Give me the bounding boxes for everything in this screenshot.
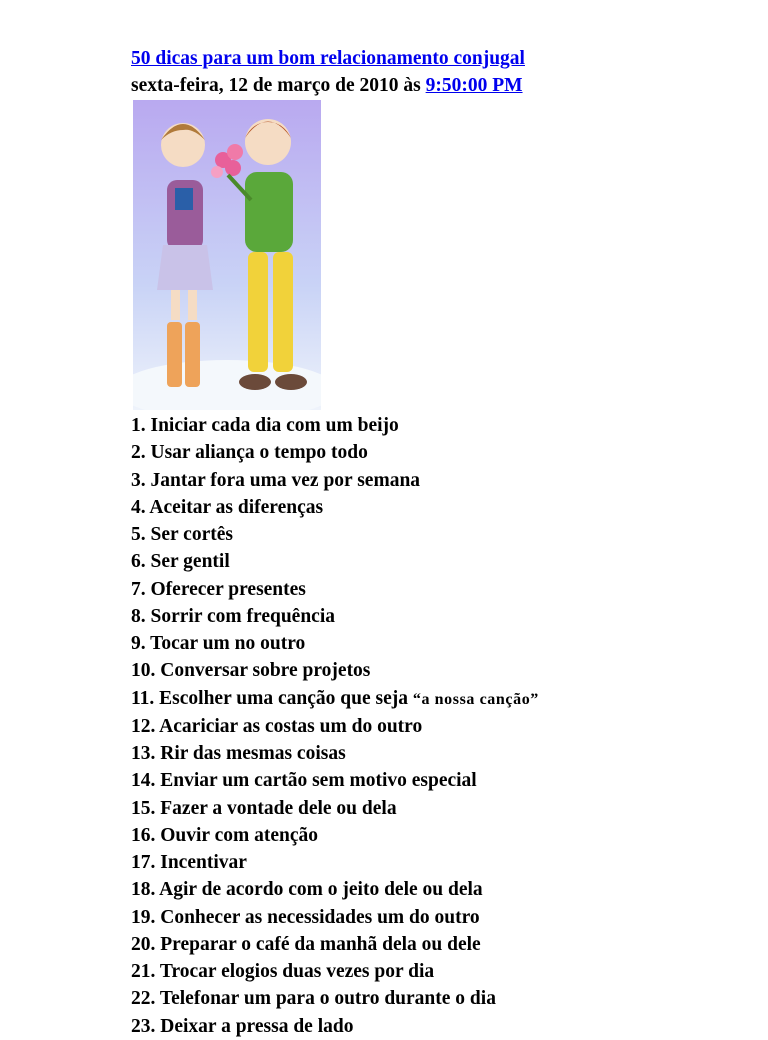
couple-with-flowers-illustration (133, 100, 321, 410)
post-title-line (131, 45, 525, 72)
tip-item: 19. Conhecer as necessidades um do outro (131, 906, 480, 928)
tips-list (131, 412, 539, 1040)
post-title-link[interactable]: 50 dicas para um bom relacionamento conjugal (131, 48, 525, 69)
tip-item: 4. Aceitar as diferenças (131, 496, 324, 518)
tip-item: 6. Ser gentil (131, 551, 230, 573)
tip-quote: “a nossa canção” (412, 690, 539, 708)
tip-item: 8. Sorrir com frequência (131, 605, 335, 627)
tip-item: 11. Escolher uma canção que seja “a nossa canção” (131, 687, 539, 709)
tip-item: 21. Trocar elogios duas vezes por dia (131, 961, 435, 982)
tip-item: 18. Agir de acordo com o jeito dele ou dela (131, 879, 483, 901)
tip-item: 23. Deixar a pressa de lado (131, 1015, 354, 1037)
tip-item: 3. Jantar fora uma vez por semana (131, 469, 421, 491)
tip-item: 5. Ser cortês (131, 524, 233, 545)
tip-item: 1. Iniciar cada dia com um beijo (131, 415, 399, 436)
post-date: sexta-feira, 12 de março de 2010 às (131, 75, 421, 96)
tip-item: 2. Usar aliança o tempo todo (131, 442, 368, 464)
tip-item: 22. Telefonar um para o outro durante o dia (131, 988, 496, 1010)
tip-item: 20. Preparar o café da manhã dela ou dele (131, 933, 481, 955)
post-time-link[interactable]: 9:50:00 PM (425, 75, 523, 96)
tip-item: 17. Incentivar (131, 852, 247, 873)
tip-item: 15. Fazer a vontade dele ou dela (131, 797, 397, 819)
post-date-line (131, 72, 523, 99)
tip-item: 16. Ouvir com atenção (131, 824, 319, 846)
tip-item: 7. Oferecer presentes (131, 578, 306, 600)
tip-item: 9. Tocar um no outro (131, 633, 306, 654)
tip-item: 12. Acariciar as costas um do outro (131, 715, 423, 737)
tip-item: 14. Enviar um cartão sem motivo especial (131, 770, 477, 792)
tip-item: 10. Conversar sobre projetos (131, 660, 371, 682)
tip-item: 13. Rir das mesmas coisas (131, 743, 346, 764)
